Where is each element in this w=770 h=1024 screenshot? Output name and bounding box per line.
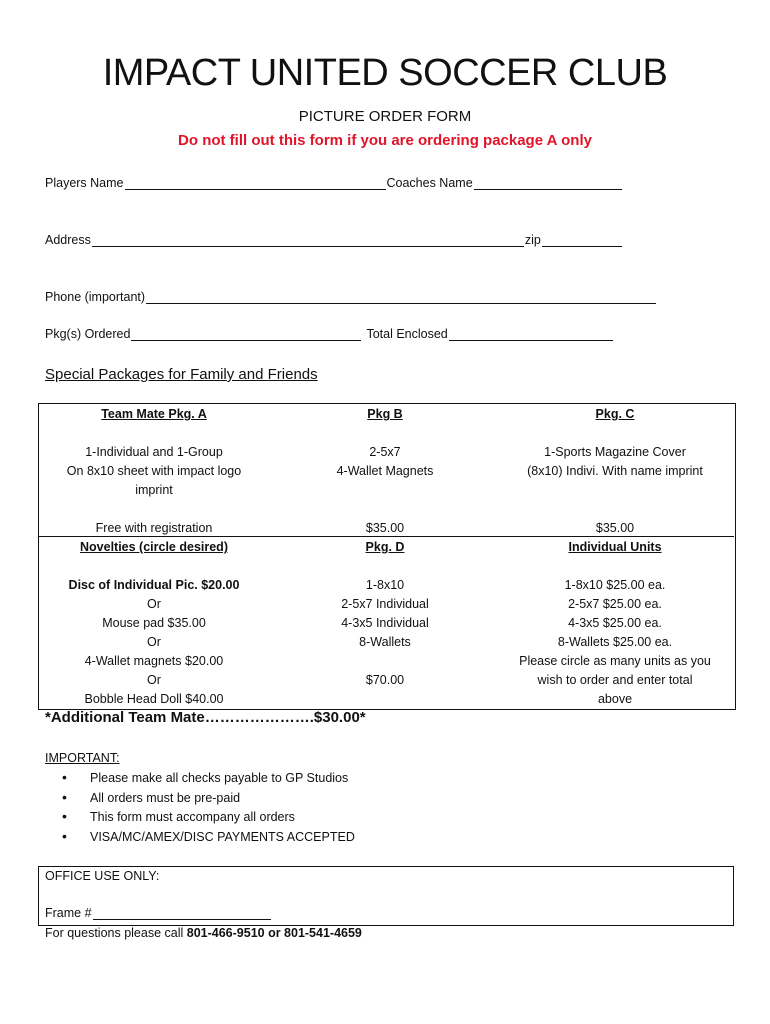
zip-label: zip: [524, 233, 541, 247]
list-item: • This form must accompany all orders: [62, 807, 355, 827]
pkg-d-line: 4-3x5 Individual: [341, 616, 429, 630]
novelties-line: Or: [147, 635, 161, 649]
novelties-line: Bobble Head Doll $40.00: [84, 692, 224, 706]
pkgs-ordered-label: Pkg(s) Ordered: [45, 327, 131, 341]
team-mate-pkg-line: On 8x10 sheet with impact logo: [66, 464, 242, 478]
frame-label: Frame #: [45, 906, 92, 920]
pkg-d-line: 2-5x7 Individual: [341, 597, 429, 611]
team-mate-pkg-line: 1-Individual and 1-Group: [85, 445, 223, 459]
list-item: • VISA/MC/AMEX/DISC PAYMENTS ACCEPTED: [62, 827, 355, 847]
individual-units-cell: [502, 538, 728, 709]
list-item: • All orders must be pre-paid: [62, 788, 355, 808]
novelties-disc-option: Disc of Individual Pic. $20.00: [68, 578, 240, 592]
important-list: [62, 768, 355, 846]
phone-label: Phone (important): [45, 290, 146, 304]
individual-units-line: Please circle as many units as you: [519, 654, 711, 668]
pkg-c-line: 1-Sports Magazine Cover: [544, 445, 686, 459]
form-title: IMPACT UNITED SOCCER CLUB: [102, 52, 668, 94]
individual-units-line: 2-5x7 $25.00 ea.: [568, 597, 662, 611]
novelties-line: Or: [147, 673, 161, 687]
individual-units-line: above: [597, 692, 633, 706]
special-packages-title: Special Packages for Family and Friends: [45, 366, 318, 383]
players-name-row: [45, 176, 623, 190]
team-mate-pkg-price: Free with registration: [95, 521, 213, 535]
pkg-b-cell: [272, 405, 498, 538]
address-row: [45, 233, 623, 247]
individual-units-line: 8-Wallets $25.00 ea.: [557, 635, 673, 649]
total-enclosed-label: Total Enclosed: [366, 327, 448, 341]
address-label: Address: [45, 233, 91, 247]
individual-units-line: 1-8x10 $25.00 ea.: [564, 578, 666, 592]
pkg-d-cell: [272, 538, 498, 690]
team-mate-pkg-line: imprint: [135, 483, 173, 497]
questions-line: [45, 926, 362, 940]
pkg-c-heading: Pkg. C: [595, 407, 635, 421]
pkg-c-line: (8x10) Indivi. With name imprint: [527, 464, 703, 478]
package-a-warning: Do not fill out this form if you are ordering package A only: [178, 132, 592, 149]
pkg-d-heading: Pkg. D: [365, 540, 405, 554]
pkg-c-price: $35.00: [595, 521, 635, 535]
pkg-b-line: 4-Wallet Magnets: [336, 464, 434, 478]
pkgs-ordered-field[interactable]: [131, 329, 361, 341]
questions-text: For questions please call: [45, 926, 187, 940]
team-mate-pkg-cell: [40, 405, 268, 538]
pkg-d-line: 1-8x10: [365, 578, 405, 592]
coaches-name-field[interactable]: [474, 178, 622, 190]
coaches-name-label: Coaches Name: [386, 176, 473, 190]
players-name-label: Players Name: [45, 176, 124, 190]
additional-team-mate: *Additional Team Mate………………….$30.00*: [45, 709, 366, 726]
pkgs-ordered-row: [45, 327, 614, 341]
frame-row: [45, 906, 272, 920]
individual-units-line: wish to order and enter total: [537, 673, 693, 687]
zip-field[interactable]: [542, 235, 622, 247]
individual-units-heading: Individual Units: [568, 540, 662, 554]
novelties-line: Mouse pad $35.00: [102, 616, 206, 630]
novelties-cell: [40, 538, 268, 709]
pkg-b-line: 2-5x7: [369, 445, 401, 459]
frame-field[interactable]: [93, 908, 271, 920]
phone-field[interactable]: [146, 292, 656, 304]
address-field[interactable]: [92, 235, 524, 247]
important-label: IMPORTANT:: [45, 751, 120, 765]
players-name-field[interactable]: [125, 178, 386, 190]
pkg-c-cell: [502, 405, 728, 538]
novelties-line: Or: [147, 597, 161, 611]
pkg-d-line: 8-Wallets: [359, 635, 411, 649]
pkg-b-price: $35.00: [365, 521, 405, 535]
office-use-label: OFFICE USE ONLY:: [45, 869, 160, 883]
pkg-d-price: $70.00: [365, 673, 405, 687]
novelties-line: 4-Wallet magnets $20.00: [84, 654, 224, 668]
individual-units-line: 4-3x5 $25.00 ea.: [568, 616, 662, 630]
team-mate-pkg-heading: Team Mate Pkg. A: [101, 407, 207, 421]
list-item: • Please make all checks payable to GP Studios: [62, 768, 355, 788]
novelties-heading: Novelties (circle desired): [80, 540, 228, 554]
phone-row: [45, 290, 657, 304]
pkg-b-heading: Pkg B: [367, 407, 403, 421]
questions-phones: 801-466-9510 or 801-541-4659: [186, 926, 362, 940]
total-enclosed-field[interactable]: [449, 329, 613, 341]
form-subtitle: PICTURE ORDER FORM: [298, 108, 472, 125]
